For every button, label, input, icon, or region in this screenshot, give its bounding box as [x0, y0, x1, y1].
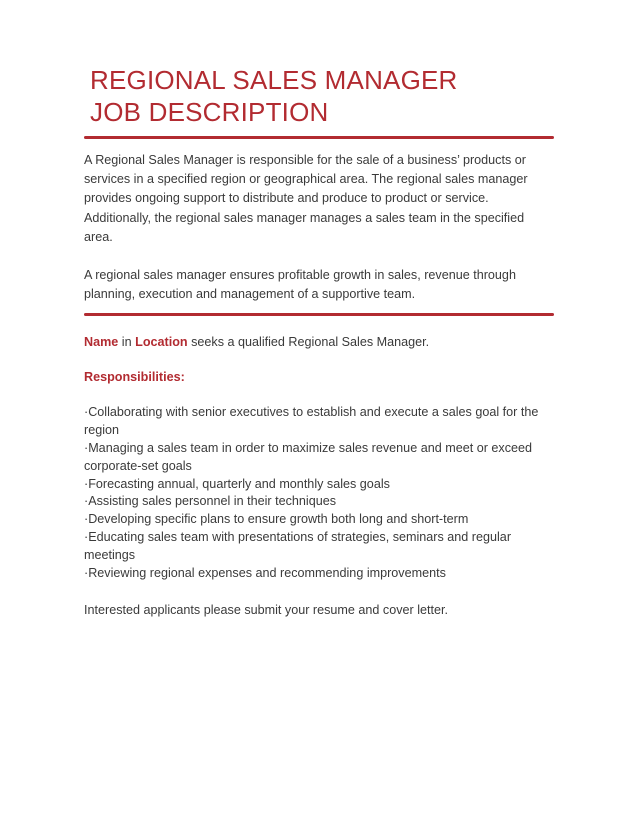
document-title — [84, 64, 554, 128]
posting-line — [84, 333, 554, 351]
list-item: ·Reviewing regional expenses and recommending improvements — [84, 565, 446, 580]
title-line-2: JOB DESCRIPTION — [90, 97, 329, 127]
closing-statement: Interested applicants please submit your resume and cover letter. — [84, 603, 449, 618]
responsibilities-list — [84, 404, 554, 582]
posting-in-word: in — [118, 335, 136, 350]
responsibilities-heading: Responsibilities: — [84, 370, 185, 385]
title-divider — [84, 136, 554, 139]
intro-paragraph-2: A regional sales manager ensures profitable growth in sales, revenue through planning, execution and management of a supportive team. — [84, 268, 516, 302]
location-placeholder: Location — [135, 335, 188, 350]
section-divider — [84, 313, 554, 316]
list-item: ·Developing specific plans to ensure growth both long and short-term — [84, 512, 469, 527]
list-item: ·Managing a sales team in order to maximize sales revenue and meet or exceed corporate-set goals — [84, 441, 533, 473]
job-description-document — [84, 64, 554, 619]
title-line-1: REGIONAL SALES MANAGER — [90, 65, 458, 95]
list-item: ·Collaborating with senior executives to establish and execute a sales goal for the region — [84, 405, 539, 438]
list-item: ·Assisting sales personnel in their techniques — [84, 494, 337, 509]
posting-rest: seeks a qualified Regional Sales Manager. — [187, 335, 430, 350]
list-item: ·Forecasting annual, quarterly and monthly sales goals — [84, 476, 390, 491]
company-name-placeholder: Name — [84, 335, 119, 350]
intro-section — [84, 151, 554, 304]
list-item: ·Educating sales team with presentations of strategies, seminars and regular meetings — [84, 530, 512, 562]
intro-paragraph-1: A Regional Sales Manager is responsible for the sale of a business’ products or services in a specified region or geographical area. The regional sales manager provides ongoing support to distribute and produce to product or service. Additionally, the regional sales manager manages a sales team in the specified area. — [84, 153, 528, 244]
